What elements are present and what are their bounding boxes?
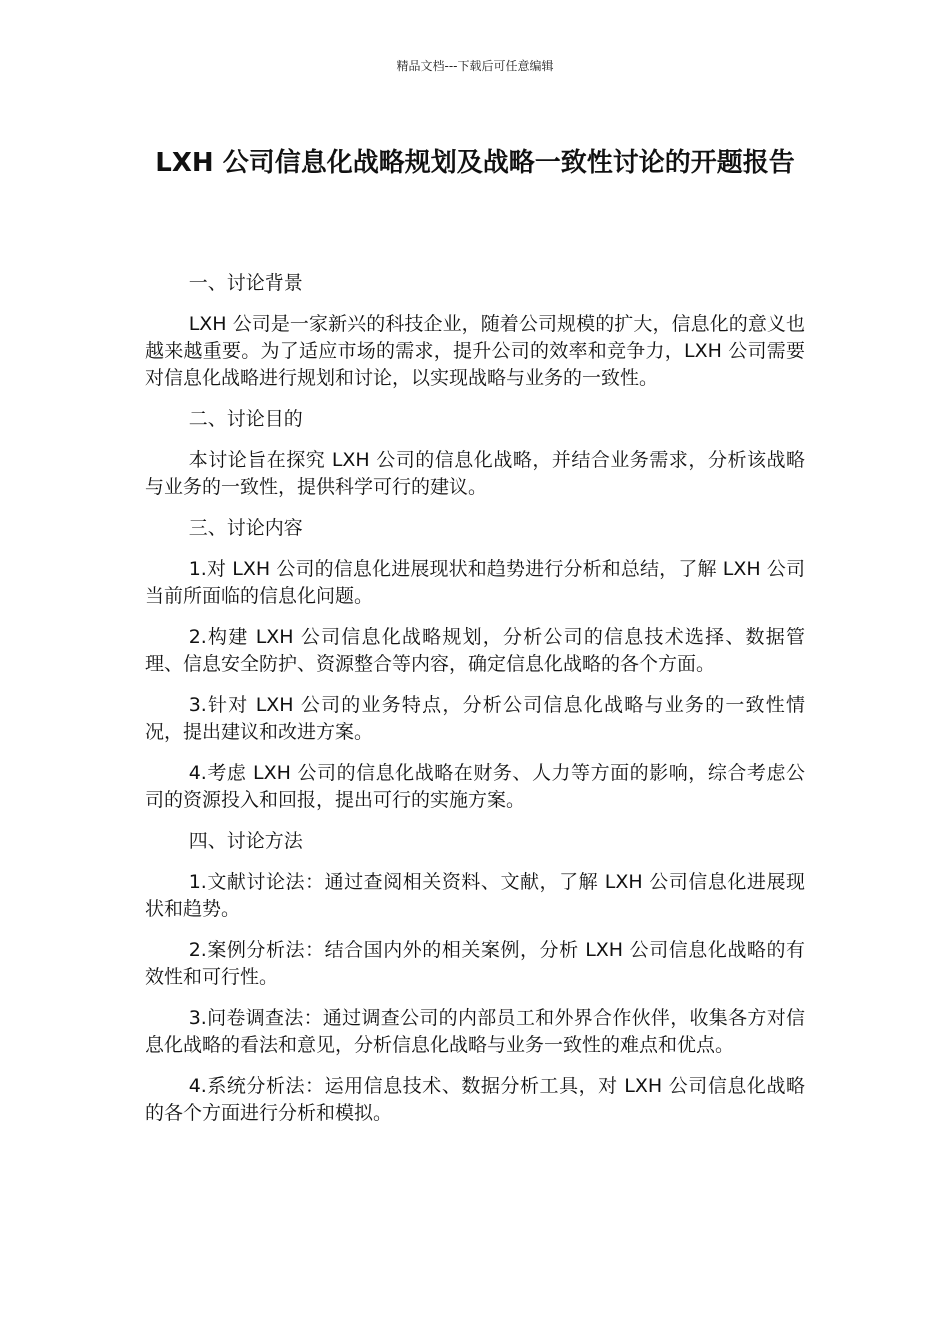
section-heading-content: 三、讨论内容 — [188, 517, 303, 539]
paragraph-purpose: 本讨论旨在探究 LXH 公司的信息化战略，并结合业务需求，分析该战略与业务的一致性，提供科学可行的建议。 — [145, 449, 805, 498]
section-heading-purpose: 二、讨论目的 — [188, 408, 303, 430]
paragraph-background: LXH 公司是一家新兴的科技企业，随着公司规模的扩大，信息化的意义也越来越重要。为了适应市场的需求，提升公司的效率和竞争力，LXH 公司需要对信息化战略进行规划和讨论，以实现战略与业务的一致性。 — [145, 313, 805, 389]
document-title: LXH 公司信息化战略规划及战略一致性讨论的开题报告 — [155, 148, 795, 178]
method-item-3: 3.问卷调查法：通过调查公司的内部员工和外界合作伙伴，收集各方对信息化战略的看法和意见，分析信息化战略与业务一致性的难点和优点。 — [145, 1007, 805, 1056]
content-item-1: 1.对 LXH 公司的信息化进展现状和趋势进行分析和总结，了解 LXH 公司当前所面临的信息化问题。 — [145, 558, 805, 607]
section-heading-methods: 四、讨论方法 — [188, 830, 303, 852]
content-item-4: 4.考虑 LXH 公司的信息化战略在财务、人力等方面的影响，综合考虑公司的资源投入和回报，提出可行的实施方案。 — [145, 762, 805, 811]
document-body — [145, 270, 805, 1141]
content-item-3: 3.针对 LXH 公司的业务特点，分析公司信息化战略与业务的一致性情况，提出建议和改进方案。 — [145, 694, 805, 743]
method-item-2: 2.案例分析法：结合国内外的相关案例，分析 LXH 公司信息化战略的有效性和可行性。 — [145, 939, 805, 988]
content-item-2: 2.构建 LXH 公司信息化战略规划，分析公司的信息技术选择、数据管理、信息安全防护、资源整合等内容，确定信息化战略的各个方面。 — [145, 626, 805, 675]
method-item-4: 4.系统分析法：运用信息技术、数据分析工具，对 LXH 公司信息化战略的各个方面进行分析和模拟。 — [145, 1075, 805, 1124]
section-heading-background: 一、讨论背景 — [188, 272, 303, 294]
page-header: 精品文档---下载后可任意编辑 — [396, 59, 554, 73]
method-item-1: 1.文献讨论法：通过查阅相关资料、文献，了解 LXH 公司信息化进展现状和趋势。 — [145, 871, 805, 920]
